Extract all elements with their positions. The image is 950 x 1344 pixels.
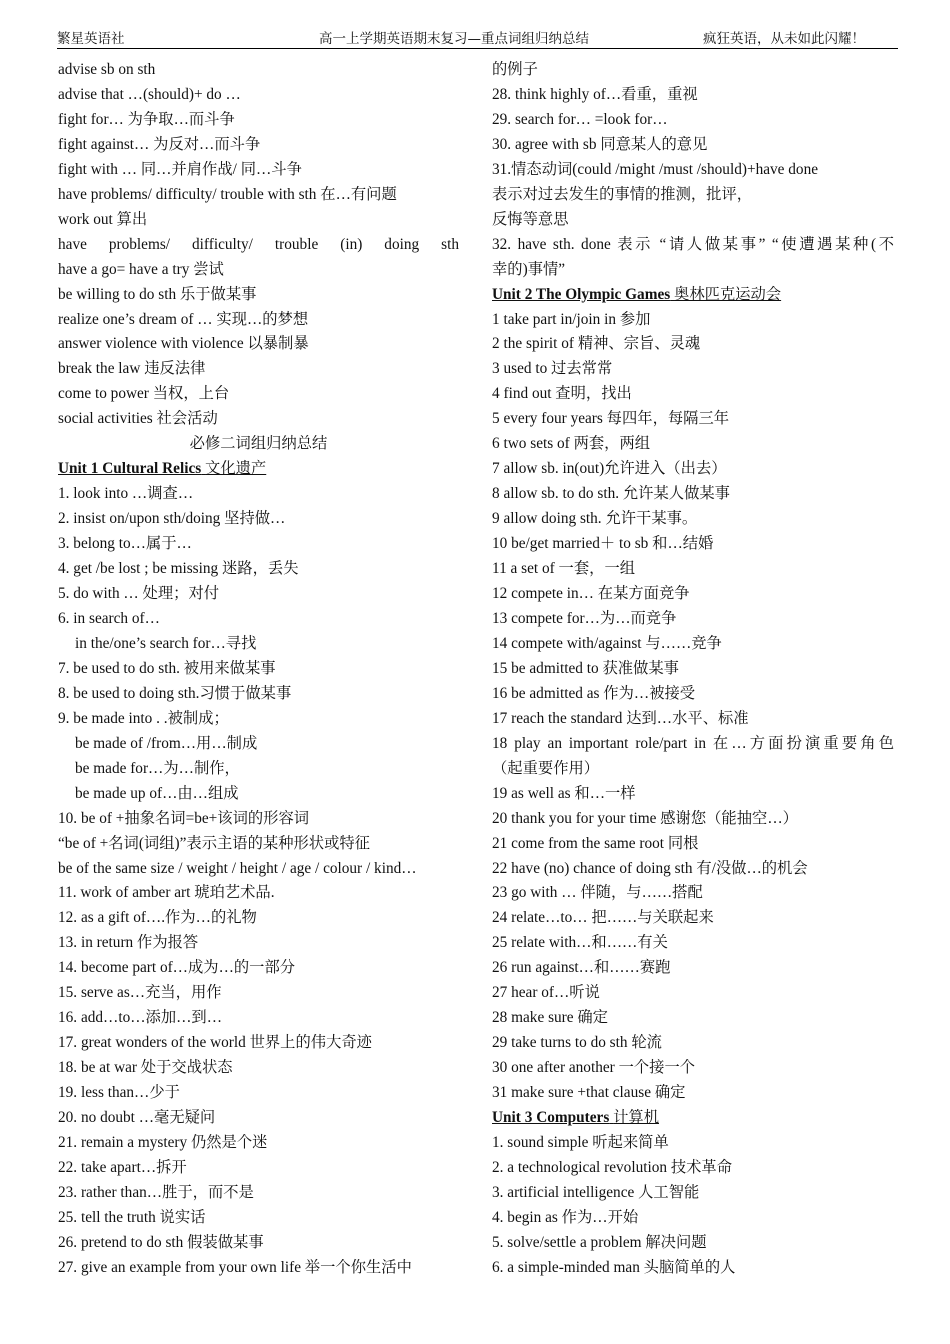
list-item: 31.情态动词(could /might /must /should)+have done: [492, 160, 819, 178]
list-item: realize one’s dream of … 实现…的梦想: [58, 310, 309, 328]
list-item: advise sb on sth: [58, 61, 156, 78]
unit-1-heading: [58, 457, 459, 482]
list-item: 11 a set of 一套，一组: [492, 560, 636, 578]
list-item: 27. give an example from your own life 举一个你生活中: [58, 1258, 412, 1276]
list-item: 1. sound simple 听起来简单: [492, 1133, 669, 1151]
list-item: be of the same size / weight / height / age / colour / kind…: [58, 859, 417, 877]
list-item: 表示对过去发生的事情的推测，批评，: [492, 185, 753, 203]
unit-2-title: Unit 2 The Olympic Games: [492, 285, 671, 303]
list-item: 31 make sure +that clause 确定: [492, 1084, 686, 1102]
list-item: 25. tell the truth 说实话: [58, 1208, 206, 1226]
list-item: 13 compete for…为…而竞争: [492, 609, 677, 627]
list-item: 3 used to 过去常常: [492, 360, 613, 378]
unit-3-title-zh: 计算机: [613, 1109, 660, 1127]
list-item: 4 find out 查明，找出: [492, 385, 632, 403]
list-item: 9. be made into . .被制成；: [58, 709, 229, 727]
list-item: fight for… 为争取…而斗争: [58, 110, 235, 128]
list-item: 反悔等意思: [492, 210, 569, 228]
list-item: 4. begin as 作为…开始: [492, 1208, 639, 1226]
list-item: break the law 违反法律: [58, 360, 206, 378]
list-item: 19 as well as 和…一样: [492, 784, 636, 802]
list-item: 2. a technological revolution 技术革命: [492, 1158, 733, 1176]
list-item: 21 come from the same root 同根: [492, 834, 699, 852]
list-item: 5. solve/settle a problem 解决问题: [492, 1233, 707, 1251]
list-item: 32. have sth. done 表示 “请人做某事” “使遭遇某种(不: [492, 235, 894, 253]
list-item: advise that …(should)+ do …: [58, 85, 241, 103]
list-item: 5 every four years 每四年，每隔三年: [492, 410, 730, 428]
list-item: 28. think highly of…看重，重视: [492, 85, 698, 103]
list-item: 14. become part of…成为…的一部分: [58, 959, 296, 977]
list-item: 4. get /be lost ; be missing 迷路，丢失: [58, 560, 299, 578]
section-title: 必修二词组归纳总结: [189, 435, 328, 453]
list-item: 9 allow doing sth. 允许干某事。: [492, 510, 698, 528]
list-item: 20 thank you for your time 感谢您（能抽空…）: [492, 809, 798, 827]
list-item: come to power 当权，上台: [58, 385, 230, 403]
list-item: 5. do with … 处理；对付: [58, 585, 220, 603]
list-item: 10 be/get married＋ to sb 和…结婚: [492, 535, 714, 553]
list-item: 15 be admitted to 获准做某事: [492, 659, 679, 677]
list-item: be made up of…由…组成: [75, 784, 239, 802]
list-item: 19. less than…少于: [58, 1084, 180, 1102]
page-header: [57, 30, 893, 48]
list-item: 28 make sure 确定: [492, 1009, 608, 1027]
list-item: “be of +名词(词组)”表示主语的某种形状或特征: [58, 834, 370, 852]
list-item: 30 one after another 一个接一个: [492, 1059, 696, 1077]
header-right-text: 疯狂英语，从未如此闪耀！: [703, 31, 865, 47]
list-item: 7 allow sb. in(out)允许进入（出去）: [492, 460, 727, 478]
list-item: work out 算出: [58, 210, 148, 228]
list-item: 16. add…to…添加…到…: [58, 1009, 223, 1027]
unit-2-title-zh: 奥林匹克运动会: [674, 285, 782, 303]
list-item: 17. great wonders of the world 世界上的伟大奇迹: [58, 1034, 372, 1052]
unit-3-heading: [492, 1106, 894, 1131]
list-item: have problems/ difficulty/ trouble (in) doing sth: [58, 235, 459, 253]
list-item: 8. be used to doing sth.习惯于做某事: [58, 684, 292, 702]
list-item: 2. insist on/upon sth/doing 坚持做…: [58, 510, 286, 528]
header-left-text: 繁星英语社: [57, 31, 125, 47]
list-item: 3. artificial intelligence 人工智能: [492, 1183, 700, 1201]
list-item: 17 reach the standard 达到…水平、标准: [492, 709, 749, 727]
list-item: have problems/ difficulty/ trouble with sth 在…有问题: [58, 185, 397, 203]
list-item: 3. belong to…属于…: [58, 535, 192, 553]
list-item: 6. a simple-minded man 头脑简单的人: [492, 1258, 736, 1276]
list-item: 23 go with … 伴随，与……搭配: [492, 884, 703, 902]
right-column: [492, 58, 894, 1281]
list-item: be made of /from…用…制成: [75, 734, 258, 752]
list-item: 12. as a gift of….作为…的礼物: [58, 909, 257, 927]
list-item: 22. take apart…拆开: [58, 1158, 187, 1176]
list-item: 16 be admitted as 作为…被接受: [492, 684, 696, 702]
unit-1-title: Unit 1 Cultural Relics: [58, 460, 202, 478]
list-item: 22 have (no) chance of doing sth 有/没做…的机会: [492, 859, 808, 877]
list-item: 2 the spirit of 精神、宗旨、灵魂: [492, 335, 701, 353]
list-item: 26. pretend to do sth 假装做某事: [58, 1233, 264, 1251]
header-center-text: 高一上学期英语期末复习—重点词组归纳总结: [319, 31, 589, 47]
list-item: 15. serve as…充当，用作: [58, 984, 222, 1002]
list-item: （起重要作用）: [492, 759, 600, 777]
list-item: have a go= have a try 尝试: [58, 260, 224, 278]
list-item: 8 allow sb. to do sth. 允许某人做某事: [492, 485, 730, 503]
list-item: 7. be used to do sth. 被用来做某事: [58, 659, 276, 677]
list-item: 的例子: [492, 61, 538, 78]
list-item: be made for…为…制作，: [75, 759, 240, 777]
list-item: 幸的)事情”: [492, 260, 566, 278]
list-item: fight with … 同…并肩作战/ 同…斗争: [58, 160, 302, 178]
list-item: in the/one’s search for…寻找: [75, 634, 257, 652]
list-item: 1 take part in/join in 参加: [492, 310, 651, 328]
list-item: 20. no doubt …毫无疑问: [58, 1109, 216, 1127]
left-column: [58, 58, 459, 1281]
list-item: 26 run against…和……赛跑: [492, 959, 671, 977]
list-item: fight against… 为反对…而斗争: [58, 135, 261, 153]
header-rule: [57, 48, 898, 49]
list-item: 29. search for… =look for…: [492, 110, 668, 128]
list-item: 10. be of +抽象名词=be+该词的形容词: [58, 809, 310, 827]
unit-1-title-zh: 文化遗产: [205, 460, 267, 478]
list-item: 12 compete in… 在某方面竞争: [492, 585, 690, 603]
list-item: 11. work of amber art 琥珀艺术品.: [58, 884, 275, 902]
list-item: 30. agree with sb 同意某人的意见: [492, 135, 708, 153]
list-item: 18 play an important role/part in 在…方面扮演重要角色: [492, 734, 894, 752]
list-item: 1. look into …调查…: [58, 485, 194, 503]
list-item: 21. remain a mystery 仍然是个迷: [58, 1133, 268, 1151]
list-item: 29 take turns to do sth 轮流: [492, 1034, 662, 1052]
unit-3-title: Unit 3 Computers: [492, 1109, 610, 1127]
list-item: 24 relate…to… 把……与关联起来: [492, 909, 714, 927]
list-item: social activities 社会活动: [58, 410, 218, 428]
list-item: 27 hear of…听说: [492, 984, 600, 1002]
list-item: 13. in return 作为报答: [58, 934, 199, 952]
list-item: be willing to do sth 乐于做某事: [58, 285, 257, 303]
list-item: 18. be at war 处于交战状态: [58, 1059, 233, 1077]
list-item: 6 two sets of 两套，两组: [492, 435, 651, 453]
list-item: 23. rather than…胜于，而不是: [58, 1183, 254, 1201]
list-item: 25 relate with…和……有关: [492, 934, 668, 952]
unit-2-heading: [492, 283, 894, 308]
list-item: 6. in search of…: [58, 609, 160, 627]
list-item: 14 compete with/against 与……竞争: [492, 634, 722, 652]
list-item: answer violence with violence 以暴制暴: [58, 335, 309, 353]
